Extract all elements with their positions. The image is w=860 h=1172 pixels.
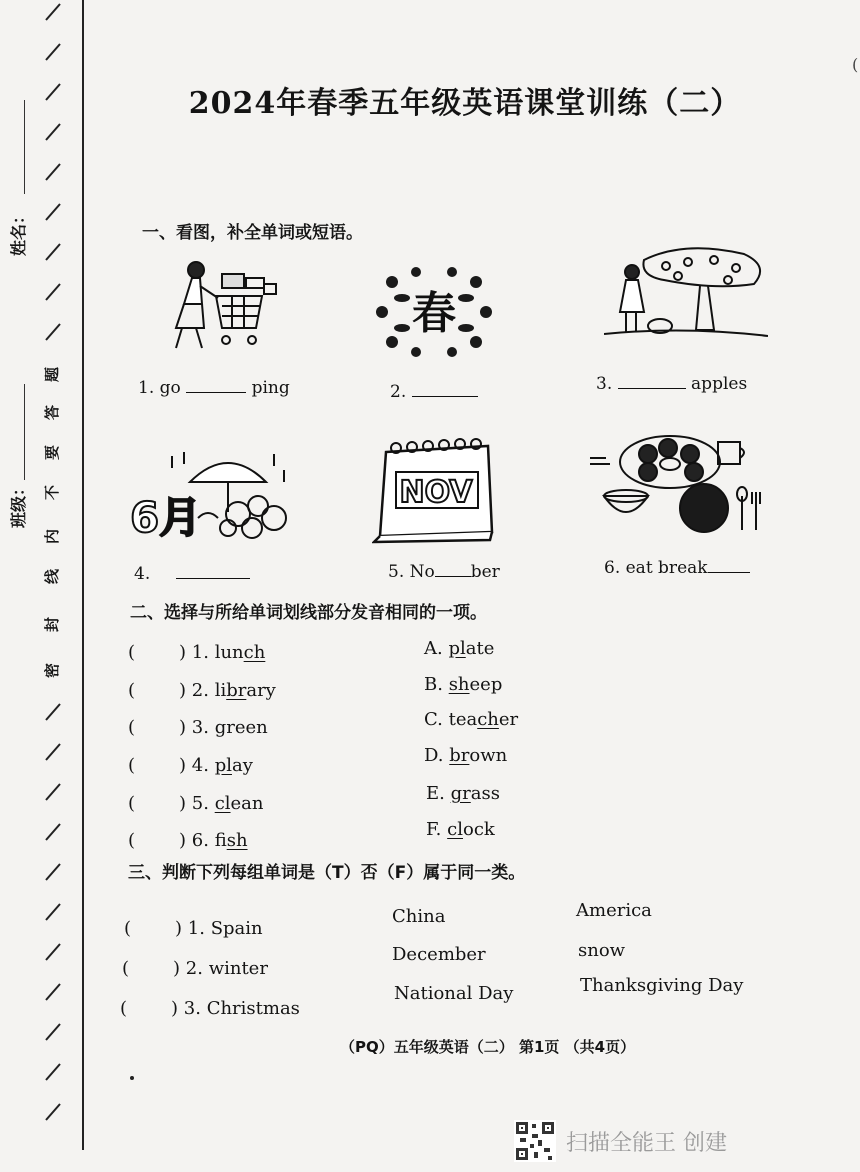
binding-slashes	[36, 0, 86, 1172]
svg-text:春: 春	[412, 288, 456, 339]
question-1-5: 5. No ber	[388, 562, 500, 582]
seal-char: 内	[43, 528, 62, 545]
question-2-6: ( ) 6. fish	[128, 830, 248, 851]
answer-slot[interactable]	[135, 680, 179, 696]
stray-dot	[130, 1076, 134, 1080]
class-line	[24, 384, 25, 480]
question-2-5: ( ) 5. clean	[128, 793, 264, 814]
answer-blank[interactable]	[186, 376, 246, 393]
picking-apples-icon	[604, 246, 768, 346]
scanner-watermark: 扫描全能王 创建	[514, 1120, 727, 1162]
question-2-1: ( ) 1. lunch	[128, 642, 266, 663]
answer-blank[interactable]	[435, 560, 471, 577]
seal-char: 密	[43, 662, 62, 679]
question-1-1: 1. go ping	[138, 378, 290, 398]
question-1-6: 6. eat break	[604, 556, 750, 578]
edge-mark: (	[852, 55, 859, 74]
name-label: 姓名：	[9, 207, 28, 256]
answer-blank[interactable]	[708, 556, 750, 573]
question-2-3: ( ) 3. green	[128, 717, 268, 738]
question-2-2: ( ) 2. library	[128, 680, 276, 701]
seal-char: 不	[43, 484, 62, 501]
section3-heading: 三、判断下列每组单词是（T）否（F）属于同一类。	[128, 863, 526, 883]
binding-line	[82, 0, 84, 1150]
seal-char: 线	[43, 568, 62, 585]
shopping-icon	[162, 258, 282, 354]
section2-heading: 二、选择与所给单词划线部分发音相同的一项。	[130, 603, 487, 623]
option-d: D. brown	[424, 745, 508, 766]
page-title: 2024年春季五年级英语课堂训练（二）	[188, 86, 742, 121]
question-1-3: 3. apples	[596, 374, 748, 394]
answer-slot[interactable]	[135, 717, 179, 733]
spring-festival-icon	[372, 262, 496, 362]
seal-char: 答	[43, 404, 62, 421]
word-december: December	[392, 944, 486, 965]
answer-slot[interactable]	[131, 918, 175, 934]
question-1-2: 2.	[390, 380, 478, 402]
answer-blank[interactable]	[412, 380, 478, 397]
answer-slot[interactable]	[135, 642, 179, 658]
option-e: E. grass	[426, 783, 500, 804]
option-a: A. plate	[424, 638, 495, 659]
seal-char: 题	[43, 366, 62, 383]
option-f: F. clock	[426, 819, 495, 840]
answer-slot[interactable]	[135, 830, 179, 846]
page-footer: （PQ）五年级英语（二） 第1页 （共4页）	[340, 1038, 636, 1056]
answer-blank[interactable]	[618, 372, 686, 389]
answer-slot[interactable]	[129, 958, 173, 974]
seal-char: 要	[43, 444, 62, 461]
word-america: America	[576, 900, 652, 921]
word-thanksgiving-day: Thanksgiving Day	[580, 975, 744, 996]
word-national-day: National Day	[394, 983, 514, 1004]
word-china: China	[392, 906, 446, 927]
question-2-4: ( ) 4. play	[128, 755, 253, 776]
name-line	[24, 100, 25, 194]
question-3-3: ( ) 3. Christmas	[120, 998, 300, 1019]
answer-slot[interactable]	[127, 998, 171, 1014]
breakfast-icon	[586, 432, 768, 536]
question-3-1: ( ) 1. Spain	[124, 918, 263, 939]
word-snow: snow	[578, 940, 626, 961]
svg-text:6月: 6月	[130, 493, 202, 542]
question-1-4: 4.	[134, 562, 250, 584]
answer-slot[interactable]	[135, 793, 179, 809]
option-b: B. sheep	[424, 674, 503, 695]
class-label: 班级：	[9, 479, 28, 528]
qr-code-icon	[514, 1120, 556, 1162]
seal-char: 封	[43, 616, 62, 633]
june-rain-icon	[128, 448, 296, 544]
svg-text:NOV: NOV	[399, 475, 473, 510]
calendar-nov-icon	[372, 436, 498, 546]
section1-heading: 一、看图，补全单词或短语。	[142, 223, 363, 243]
answer-slot[interactable]	[135, 755, 179, 771]
binding-margin	[0, 0, 88, 1172]
option-c: C. teacher	[424, 709, 519, 730]
question-3-2: ( ) 2. winter	[122, 958, 268, 979]
answer-blank[interactable]	[176, 562, 250, 579]
